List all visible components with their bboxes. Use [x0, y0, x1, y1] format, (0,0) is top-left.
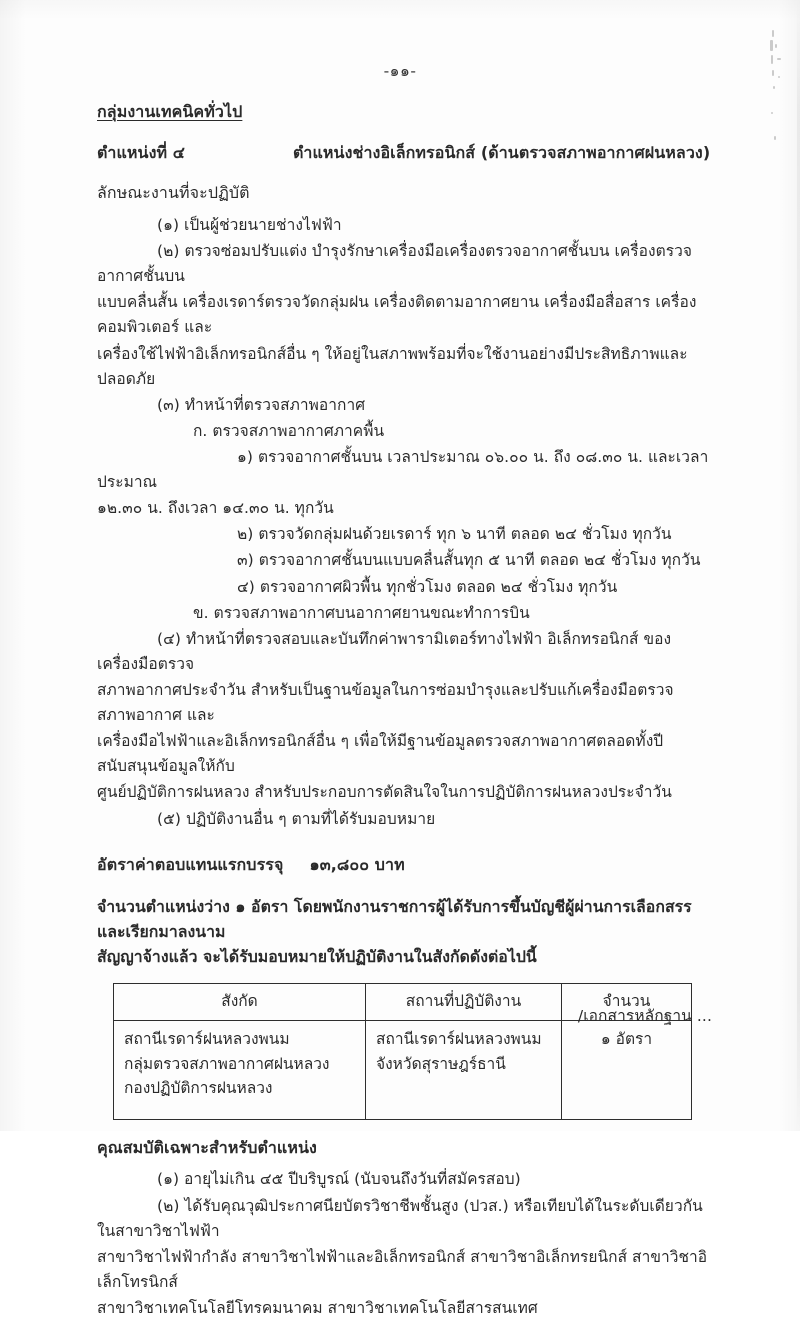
duty-item-4-line-3: เครื่องมือไฟฟ้าและอิเล็กทรอนิกส์อื่น ๆ เพื่อให้มีฐานข้อมูลตรวจสภาพอากาศตลอดทั้งปี สนับสนุนข้อมูลให้กับ — [97, 732, 664, 776]
duty-item-3-sub-a: ก. ตรวจสภาพอากาศภาคพื้น — [193, 421, 385, 440]
table-row — [114, 1021, 692, 1120]
position-number: ตำแหน่งที่ ๔ — [97, 143, 186, 162]
footer-note: /เอกสารหลักฐาน ... — [577, 1007, 712, 1025]
affiliation-line-3: กองปฏิบัติการฝนหลวง — [124, 1079, 273, 1098]
duty-item-2-line-1: (๒) ตรวจซ่อมปรับแต่ง บำรุงรักษาเครื่องมือเครื่องตรวจอากาศชั้นบน เครื่องตรวจอากาศชั้นบน — [97, 242, 692, 286]
affiliation-line-2: กลุ่มตรวจสภาพอากาศฝนหลวง — [124, 1054, 330, 1073]
duty-item-5: (๕) ปฏิบัติงานอื่น ๆ ตามที่ได้รับมอบหมาย — [157, 809, 436, 828]
duty-item-3a-2: ๒) ตรวจวัดกลุ่มฝนด้วยเรดาร์ ทุก ๖ นาที ตลอด ๒๔ ชั่วโมง ทุกวัน — [237, 525, 672, 544]
location-line-2: จังหวัดสุราษฎร์ธานี — [376, 1054, 506, 1073]
position-line — [97, 141, 711, 166]
duty-item-2-line-3: เครื่องใช้ไฟฟ้าอิเล็กทรอนิกส์อื่น ๆ ให้อยู่ในสภาพพร้อมที่จะใช้งานอย่างมีประสิทธิภาพและปลอดภัย — [97, 344, 688, 388]
vacancy-line-2: สัญญาจ้างแล้ว จะได้รับมอบหมายให้ปฏิบัติงานในสังกัดดังต่อไปนี้ — [97, 947, 537, 967]
duty-item-3-sub-b: ข. ตรวจสภาพอากาศบนอากาศยานขณะทำการบิน — [193, 603, 530, 622]
pay-line — [97, 853, 711, 878]
duty-item-3a-3: ๓) ตรวจอากาศชั้นบนแบบคลื่นสั้นทุก ๕ นาที ตลอด ๒๔ ชั่วโมง ทุกวัน — [237, 551, 701, 570]
duty-item-4-line-1: (๔) ทำหน้าที่ตรวจสอบและบันทึกค่าพารามิเตอร์ทางไฟฟ้า อิเล็กทรอนิกส์ ของเครื่องมือตรวจ — [97, 629, 672, 673]
vacancy-line-1: จำนวนตำแหน่งว่าง ๑ อัตรา โดยพนักงานราชการผู้ได้รับการขึ้นบัญชีผู้ผ่านการเลือกสรรและเรียกมาลงนาม — [97, 896, 692, 941]
duty-item-3a-4: ๔) ตรวจอากาศผิวพื้น ทุกชั่วโมง ตลอด ๒๔ ชั่วโมง ทุกวัน — [237, 577, 618, 596]
document-body — [97, 100, 711, 1322]
cell-location — [366, 1021, 562, 1120]
qualification-item-2-line-3: สาขาวิชาเทคโนโลยีโทรคมนาคม สาขาวิชาเทคโนโลยีสารสนเทศ — [97, 1298, 538, 1317]
affiliation-line-1: สถานีเรดาร์ฝนหลวงพนม — [124, 1030, 290, 1049]
duty-item-3a-1-line-1: ๑) ตรวจอากาศชั้นบน เวลาประมาณ ๐๖.๐๐ น. ถึง ๐๘.๓๐ น. และเวลาประมาณ — [97, 447, 709, 492]
pay-label: อัตราค่าตอบแทนแรกบรรจุ — [97, 854, 284, 874]
cell-quantity: ๑ อัตรา — [562, 1021, 692, 1120]
duties-heading: ลักษณะงานที่จะปฏิบัติ — [97, 183, 250, 202]
qualification-item-2-line-2: สาขาวิชาไฟฟ้ากำลัง สาขาวิชาไฟฟ้าและอิเล็กทรอนิกส์ สาขาวิชาอิเล็กทรยนิกส์ สาขาวิชาอิเล็กโทรนิกส์ — [97, 1247, 708, 1291]
duty-item-2-line-2: แบบคลื่นสั้น เครื่องเรดาร์ตรวจวัดกลุ่มฝน เครื่องติดตามอากาศยาน เครื่องมือสื่อสาร เครื่องคอมพิวเตอร์ และ — [97, 293, 697, 337]
pay-amount: ๑๓,๘๐๐ บาท — [309, 854, 405, 874]
table-header-affiliation: สังกัด — [114, 984, 366, 1021]
group-heading: กลุ่มงานเทคนิคทั่วไป — [97, 102, 243, 121]
qualification-item-1: (๑) อายุไม่เกิน ๔๕ ปีบริบูรณ์ (นับจนถึงวันที่สมัครสอบ) — [157, 1170, 521, 1189]
qualification-item-2-line-1: (๒) ได้รับคุณวุฒิประกาศนียบัตรวิชาชีพชั้นสูง (ปวส.) หรือเทียบได้ในระดับเดียวกัน ในสาขาวิชาไฟฟ้า — [97, 1196, 703, 1240]
table-header-location: สถานที่ปฏิบัติงาน — [366, 984, 562, 1021]
duty-item-3a-1-line-2: ๑๒.๓๐ น. ถึงเวลา ๑๔.๓๐ น. ทุกวัน — [97, 499, 334, 518]
cell-affiliation — [114, 1021, 366, 1120]
duty-item-4-line-4: ศูนย์ปฏิบัติการฝนหลวง สำหรับประกอบการตัดสินใจในการปฏิบัติการฝนหลวงประจำวัน — [97, 783, 672, 802]
page-number: -๑๑- — [383, 62, 417, 80]
vacancy-statement — [97, 894, 711, 970]
scan-speckle-artifact — [768, 24, 786, 144]
duty-item-3: (๓) ทำหน้าที่ตรวจสภาพอากาศ — [157, 395, 366, 414]
duty-item-1: (๑) เป็นผู้ช่วยนายช่างไฟฟ้า — [157, 216, 342, 234]
duty-item-4-line-2: สภาพอากาศประจำวัน สำหรับเป็นฐานข้อมูลในการซ่อมบำรุงและปรับแก้เครื่องมือตรวจสภาพอากาศ และ — [97, 680, 674, 725]
position-title: ตำแหน่งช่างอิเล็กทรอนิกส์ (ด้านตรวจสภาพอากาศฝนหลวง) — [293, 143, 711, 162]
location-line-1: สถานีเรดาร์ฝนหลวงพนม — [376, 1030, 542, 1049]
table-header-quantity: จำนวน — [562, 984, 692, 1021]
qualifications-heading: คุณสมบัติเฉพาะสำหรับตำแหน่ง — [97, 1138, 317, 1158]
